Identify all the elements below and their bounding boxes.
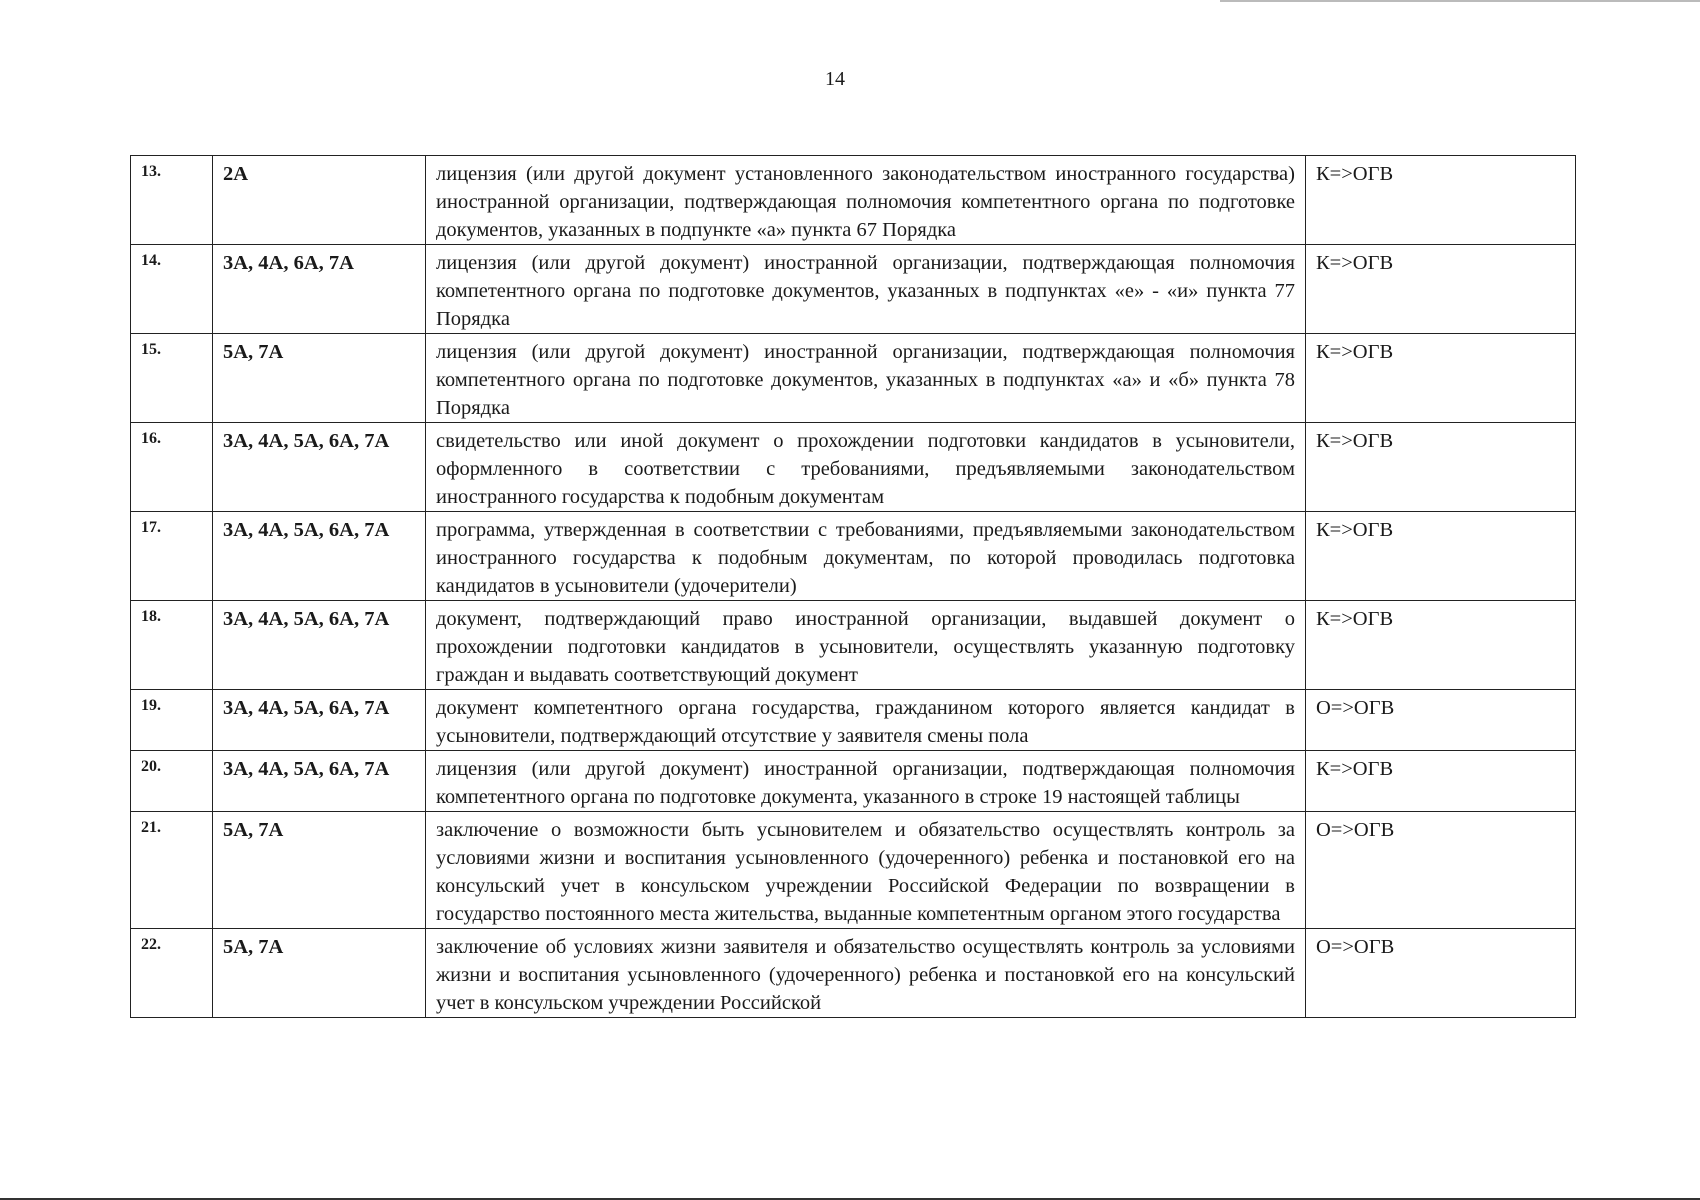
scan-edge-top	[1220, 0, 1700, 2]
row-codes: 3А, 4А, 5А, 6А, 7А	[213, 512, 426, 601]
row-codes: 3А, 4А, 5А, 6А, 7А	[213, 601, 426, 690]
table-row	[131, 156, 1576, 245]
row-description: документ компетентного органа государства, гражданином которого является кандидат в усыновители, подтверждающий отсутствие у заявителя смены пола	[426, 690, 1306, 751]
row-flow: К=>ОГВ	[1306, 601, 1576, 690]
table-row	[131, 751, 1576, 812]
row-codes: 3А, 4А, 6А, 7А	[213, 245, 426, 334]
row-number: 17.	[131, 512, 213, 601]
table-row	[131, 245, 1576, 334]
row-number: 19.	[131, 690, 213, 751]
row-number: 21.	[131, 812, 213, 929]
table-row	[131, 334, 1576, 423]
row-description: заключение о возможности быть усыновителем и обязательство осуществлять контроль за условиями жизни и воспитания усыновленного (удочеренного) ребенка и постановкой его на консульский учет в консульском учреждении Российской Федерации по возвращении в государство постоянного места жительства, выданные компетентным органом этого государства	[426, 812, 1306, 929]
row-description: лицензия (или другой документ) иностранной организации, подтверждающая полномочия компетентного органа по подготовке документа, указанного в строке 19 настоящей таблицы	[426, 751, 1306, 812]
row-flow: К=>ОГВ	[1306, 751, 1576, 812]
row-number: 20.	[131, 751, 213, 812]
row-flow: О=>ОГВ	[1306, 929, 1576, 1018]
row-flow: К=>ОГВ	[1306, 334, 1576, 423]
row-codes: 3А, 4А, 5А, 6А, 7А	[213, 423, 426, 512]
row-description: лицензия (или другой документ установленного законодательством иностранного государства) иностранной организации, подтверждающая полномочия компетентного органа по подготовке документов, указанных в подпункте «а» пункта 67 Порядка	[426, 156, 1306, 245]
row-flow: О=>ОГВ	[1306, 690, 1576, 751]
row-description: документ, подтверждающий право иностранной организации, выдавшей документ о прохождении подготовки кандидатов в усыновители, осуществлять указанную подготовку граждан и выдавать соответствующий документ	[426, 601, 1306, 690]
row-codes: 3А, 4А, 5А, 6А, 7А	[213, 690, 426, 751]
row-codes: 5А, 7А	[213, 812, 426, 929]
row-number: 16.	[131, 423, 213, 512]
row-number: 13.	[131, 156, 213, 245]
row-codes: 2А	[213, 156, 426, 245]
row-flow: К=>ОГВ	[1306, 156, 1576, 245]
row-description: программа, утвержденная в соответствии с требованиями, предъявляемыми законодательством иностранного государства к подобным документам, по которой проводилась подготовка кандидатов в усыновители (удочерители)	[426, 512, 1306, 601]
table-row	[131, 601, 1576, 690]
row-description: лицензия (или другой документ) иностранной организации, подтверждающая полномочия компетентного органа по подготовке документов, указанных в подпунктах «е» - «и» пункта 77 Порядка	[426, 245, 1306, 334]
page-number: 14	[825, 68, 845, 90]
row-number: 18.	[131, 601, 213, 690]
table-row	[131, 929, 1576, 1018]
row-codes: 3А, 4А, 5А, 6А, 7А	[213, 751, 426, 812]
row-number: 14.	[131, 245, 213, 334]
row-codes: 5А, 7А	[213, 929, 426, 1018]
table-row	[131, 690, 1576, 751]
requirements-table	[130, 155, 1576, 1018]
row-flow: К=>ОГВ	[1306, 423, 1576, 512]
row-description: лицензия (или другой документ) иностранной организации, подтверждающая полномочия компетентного органа по подготовке документов, указанных в подпунктах «а» и «б» пункта 78 Порядка	[426, 334, 1306, 423]
table-body	[131, 156, 1576, 1018]
row-number: 15.	[131, 334, 213, 423]
row-description: свидетельство или иной документ о прохождении подготовки кандидатов в усыновители, оформленного в соответствии с требованиями, предъявляемыми законодательством иностранного государства к подобным документам	[426, 423, 1306, 512]
row-flow: О=>ОГВ	[1306, 812, 1576, 929]
row-flow: К=>ОГВ	[1306, 245, 1576, 334]
table-row	[131, 512, 1576, 601]
row-description: заключение об условиях жизни заявителя и обязательство осуществлять контроль за условиями жизни и воспитания усыновленного (удочеренного) ребенка и постановкой его на консульский учет в консульском учреждении Российской	[426, 929, 1306, 1018]
row-flow: К=>ОГВ	[1306, 512, 1576, 601]
row-number: 22.	[131, 929, 213, 1018]
row-codes: 5А, 7А	[213, 334, 426, 423]
table-row	[131, 423, 1576, 512]
table-row	[131, 812, 1576, 929]
